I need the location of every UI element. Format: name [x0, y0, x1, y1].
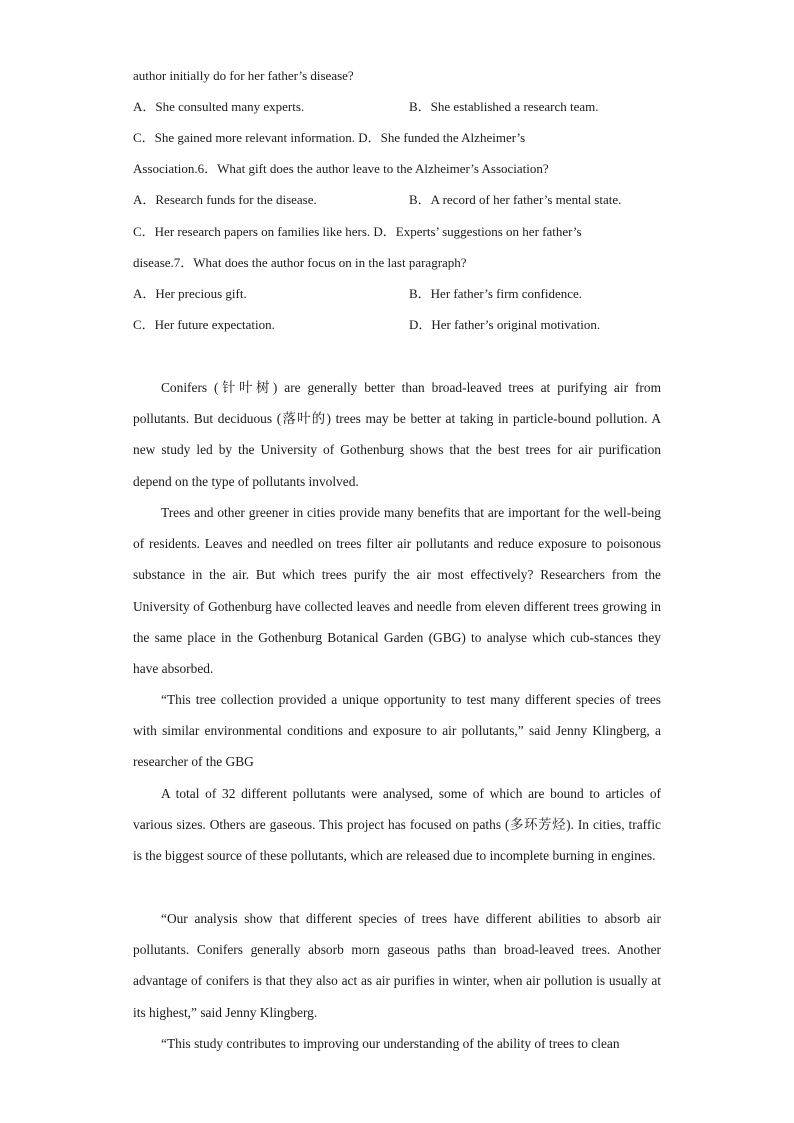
- passage-paragraph: Trees and other greener in cities provide many benefits that are important for the well-being of residents. Leaves and needled on trees filter air pollutants and reduce exposure to poisonous substance in the air. But which trees purify the air most effectively? Researchers from the University of Gothenburg have collected leaves and needle from eleven different trees growing in the same place in the Gothenburg Botanical Garden (GBG) to analyse which cub-stances they have absorbed.: [133, 505, 661, 677]
- option-7d: D．Her father’s original motivation.: [409, 317, 601, 332]
- passage-paragraph: “This study contributes to improving our understanding of the ability of trees to clean: [161, 1036, 620, 1051]
- option-5a: A．She consulted many experts.: [133, 99, 305, 114]
- question-line: author initially do for her father’s disease?: [133, 68, 354, 83]
- option-7b: B．Her father’s firm confidence.: [409, 286, 583, 301]
- option-5b: B．She established a research team.: [409, 99, 599, 114]
- option-7a: A．Her precious gift.: [133, 286, 247, 301]
- question-7: disease.7．What does the author focus on in the last paragraph?: [133, 255, 467, 270]
- option-6b: B．A record of her father’s mental state.: [409, 192, 622, 207]
- option-line: C．She gained more relevant information. D．She funded the Alzheimer’s: [133, 130, 526, 145]
- passage-paragraph: “Our analysis show that different species of trees have different abilities to absorb air pollutants. Conifers generally absorb morn gaseous paths than broad-leaved trees. Another advantage of conifers is that they also act as air purifies in winter, when air pollution is usually at its highest,” said Jenny Klingberg.: [133, 911, 661, 1020]
- option-6a: A．Research funds for the disease.: [133, 192, 317, 207]
- option-7c: C．Her future expectation.: [133, 317, 275, 332]
- question-6: Association.6．What gift does the author leave to the Alzheimer’s Association?: [133, 161, 549, 176]
- passage-paragraph: “This tree collection provided a unique opportunity to test many different species of trees with similar environmental conditions and exposure to air pollutants,” said Jenny Klingberg, a researcher of the GBG: [133, 692, 661, 770]
- passage-paragraph: A total of 32 different pollutants were analysed, some of which are bound to articles of various sizes. Others are gaseous. This project has focused on paths (多环芳烃). In cities, traffic is the biggest source of these pollutants, which are released due to incomplete burning in engines.: [133, 786, 661, 864]
- passage-paragraph: Conifers (针叶树) are generally better than broad-leaved trees at purifying air from pollutants. But deciduous (落叶的) trees may be better at taking in particle-bound pollution. A new study led by the University of Gothenburg shows that the best trees for air purification depend on the type of pollutants involved.: [133, 380, 661, 489]
- option-line: C．Her research papers on families like hers. D．Experts’ suggestions on her father’s: [133, 224, 582, 239]
